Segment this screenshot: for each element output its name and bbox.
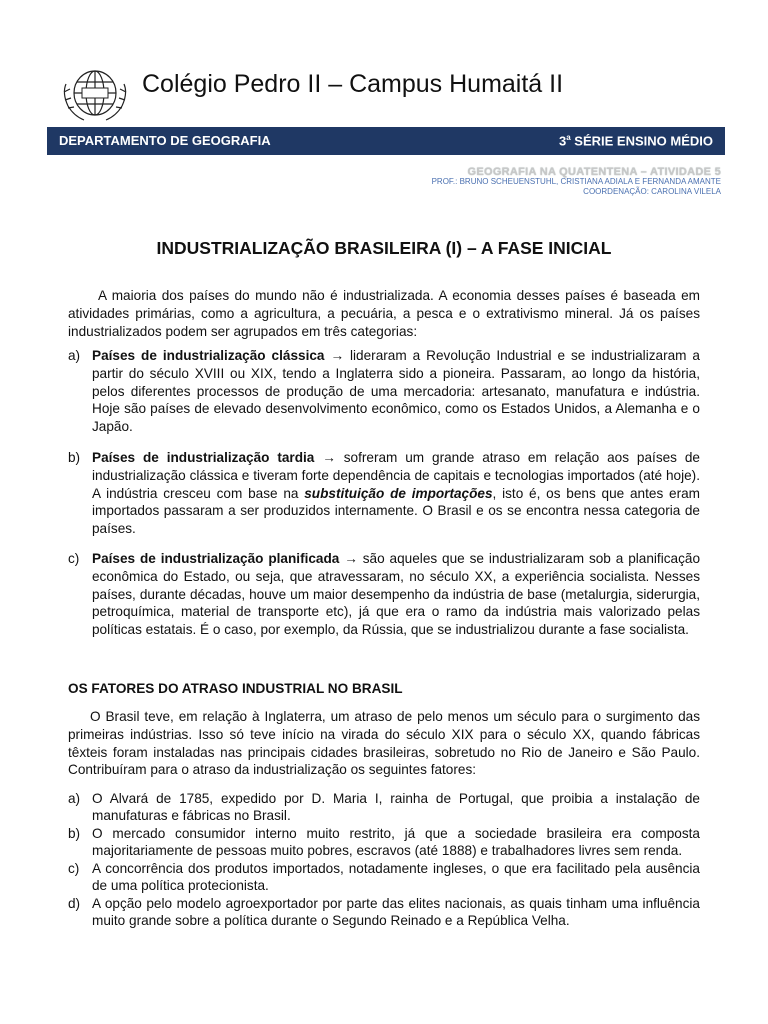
list-item: [68, 550, 700, 639]
list-item: [68, 449, 700, 538]
list-marker: d): [68, 896, 81, 911]
section-paragraph: O Brasil teve, em relação à Inglaterra, um atraso de pelo menos um século para o surgimento das primeiras indústrias. Isso só teve início na virada do século XIX para o século XX, quando fábricas têxteis foram instaladas nas principais cidades brasileiras, sobretudo no Rio de Janeiro e São Paulo. Contribuíram para o atraso da industrialização os seguintes fatores:: [68, 709, 700, 778]
teachers-line: PROF.: BRUNO SCHEUENSTUHL, CRISTIANA ADIALA E FERNANDA AMANTE: [431, 177, 721, 186]
category-text: são aqueles que se industrializaram sob a planificação econômica do Estado, ou seja, que atravessaram, no século XX, a experiência socialista. Nesses países, durante décadas, houve um maior desempenho da indústria de base (metalurgia, siderurgia, petroquímica, material de transporte etc), já que era o ramo da indústria mais valorizado pelas políticas estatais. É o caso, por exemplo, da Rússia, que se industrializou durante a fase socialista.: [92, 551, 701, 638]
list-marker: b): [68, 450, 81, 465]
list-item: [68, 825, 700, 859]
category-text-end: , isto é, os bens que antes eram importados passaram a ser produzidos internamente. O Brasil e os se encontra nessa categoria de países.: [92, 485, 700, 537]
activity-info: [432, 167, 721, 197]
arrow-icon: →: [344, 551, 358, 566]
department-name: DEPARTAMENTO DE GEOGRAFIA: [59, 133, 271, 148]
list-item: [68, 790, 700, 824]
intro-paragraph: A maioria dos países do mundo não é industrializada. A economia desses países é baseada em atividades primárias, como a agricultura, a pecuária, a pesca e o extrativismo mineral. Já os países industrializados podem ser agrupados em três categorias:: [68, 288, 700, 339]
category-term: Países de industrialização planificada: [92, 551, 340, 566]
list-item: [68, 895, 700, 929]
grade-level: 3$^a$ SÉRIE ENSINO MÉDIO: [559, 133, 713, 149]
list-marker: a): [68, 791, 81, 806]
department-bar: [47, 127, 725, 155]
arrow-icon: →: [322, 450, 336, 465]
factor-text: O Alvará de 1785, expedido por D. Maria I, rainha de Portugal, que proibia a instalação de manufaturas e fábricas no Brasil.: [92, 791, 700, 823]
category-term: Países de industrialização tardia: [92, 450, 315, 465]
coordination-line: COORDENAÇÃO: CAROLINA VILELA: [583, 187, 721, 196]
school-name: Colégio Pedro II – Campus Humaitá II: [142, 70, 564, 98]
category-text: sofreram um grande atraso em relação aos países de industrialização clássica e tiveram forte dependência de capitais e tecnologias importados (até hoje). A indústria cresceu com base na: [92, 450, 700, 501]
category-text: lideraram a Revolução Industrial e se industrializaram a partir do século XVIII ou XIX, tendo a Inglaterra sido a pioneira. Passaram, ao longo da história, pelos diferentes processos de produção de uma mercadoria: artesanato, manufatura e indústria. Hoje são países de elevado desenvolvimento econômico, como os Estados Unidos, a Alemanha e o Japão.: [92, 348, 700, 435]
factor-text: A concorrência dos produtos importados, notadamente ingleses, o que era facilitado pela ausência de uma política protecionista.: [92, 861, 700, 893]
page-title: INDUSTRIALIZAÇÃO BRASILEIRA (I) – A FASE INICIAL: [156, 238, 612, 258]
list-item: [68, 347, 700, 436]
list-marker: b): [68, 826, 81, 841]
arrow-icon: →: [330, 348, 345, 363]
factor-text: O mercado consumidor interno muito restrito, já que a sociedade brasileira era composta majoritariamente de pessoas muito pobres, escravos (até 1888) e trabalhadores livres sem renda.: [92, 826, 700, 858]
school-logo-icon: [60, 62, 130, 124]
activity-title: GEOGRAFIA NA QUATENTENA – ATIVIDADE 5: [467, 166, 721, 178]
list-item: [68, 860, 700, 894]
list-marker: c): [68, 861, 80, 876]
factor-text: A opção pelo modelo agroexportador por parte das elites nacionais, as quais tinham uma influência muito grande sobre a política durante o Segundo Reinado e a República Velha.: [92, 896, 700, 928]
list-marker: c): [68, 551, 80, 566]
list-marker: a): [68, 348, 81, 363]
section-heading: OS FATORES DO ATRASO INDUSTRIAL NO BRASIL: [68, 681, 403, 696]
emphasis-text: substituição de importações: [304, 485, 493, 501]
category-term: Países de industrialização clássica: [92, 348, 325, 363]
